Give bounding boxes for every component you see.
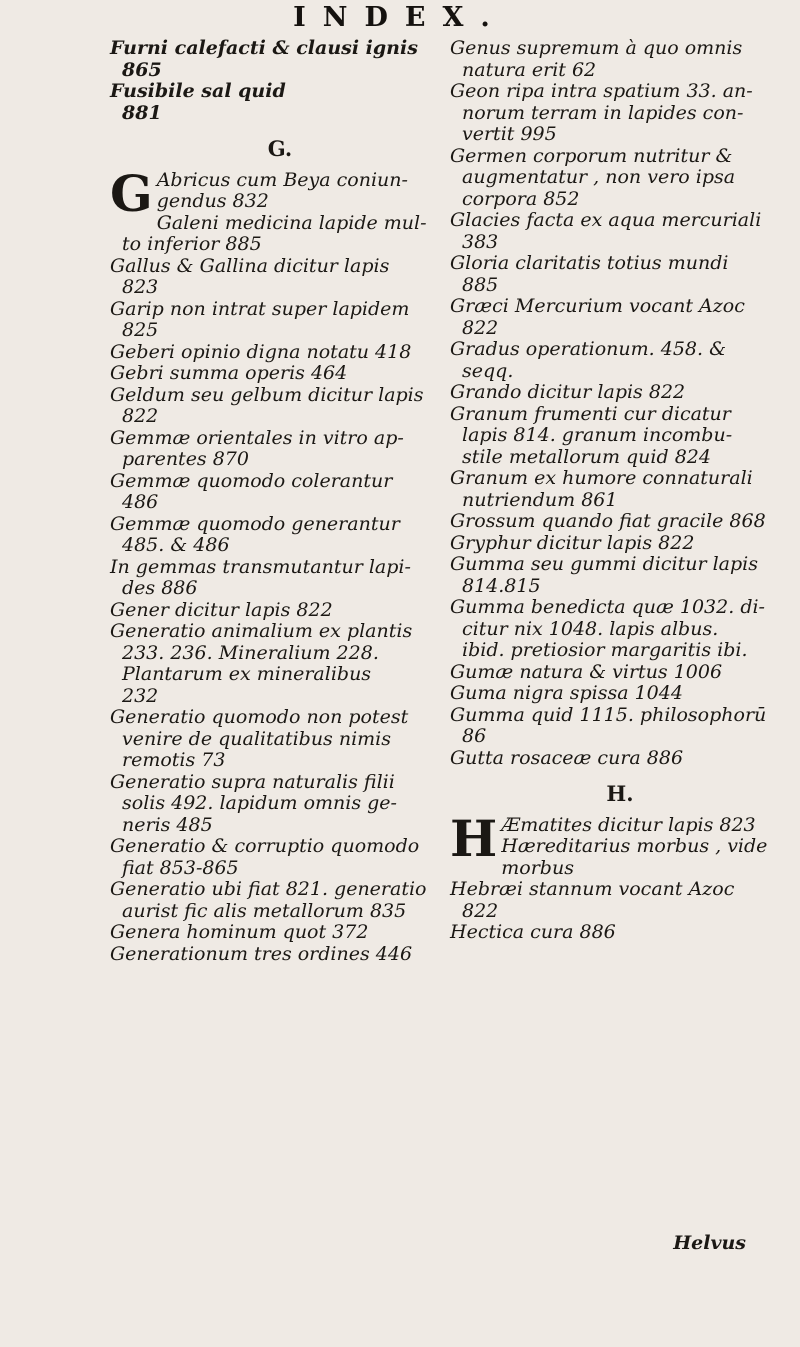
index-entry-line: Furni calefacti & clausi ignis [110,37,418,59]
index-entry-line: Gallus & Gallina dicitur lapis [110,254,390,277]
index-entry-line: Generatio ubi fiat 821. generatio [110,878,427,900]
index-entry-line: nutriendum 861 [462,488,618,511]
index-entry-line: 383 [462,230,499,253]
index-entry [110,299,450,342]
index-entry-line: 825 [122,319,159,341]
index-entry-line: Græci Mercurium vocant Azoc [450,295,745,317]
index-entry-line: Gumma seu gummi dicitur lapis [450,553,758,575]
index-entry-line: Gloria claritatis totius mundi [450,252,729,274]
index-entry [110,944,450,966]
index-entry-line: Gumma quid 1115. philosophorū [450,703,767,726]
index-entry-line: corpora 852 [462,187,580,210]
index-entry [110,471,450,514]
index-entry-line: Geon ripa intra spatium 33. an- [450,80,753,102]
index-entry [450,38,790,81]
index-entry-line: 823 [122,276,159,298]
drop-capital: G [110,163,153,223]
index-entry [450,748,790,770]
index-entry-line: 485. & 486 [122,534,230,556]
index-entry-line: norum terram in lapides con- [462,101,744,124]
index-entry-line: Gebri summa operis 464 [110,362,348,384]
index-entry-line: natura erit 62 [462,58,597,81]
running-head: INDEX. [293,2,507,33]
index-entry [110,81,450,124]
index-entry-line: Plantarum ex mineralibus [122,663,372,685]
index-entry-line: 822 [462,899,499,922]
catchword: Helvus [673,1232,746,1254]
index-entry-line: Grossum quando fiat gracile 868 [450,510,766,532]
index-entry-line: augmentatur , non vero ipsa [462,166,736,188]
right-column [450,38,790,944]
index-entry [110,213,450,256]
index-entry-line: parentes 870 [122,448,249,470]
index-entry-line: 86 [462,725,487,747]
index-entry-line: Genera hominum quot 372 [110,921,369,943]
index-entry [450,468,790,511]
index-entry-line: Germen corporum nutritur & [450,144,733,167]
index-entry [450,339,790,382]
index-entry-line: Fusibile sal quid [110,80,286,102]
index-entry-line: Gemmæ quomodo colerantur [110,469,393,492]
index-entry [450,146,790,211]
index-entry [110,514,450,557]
index-entry-line: 881 [122,101,162,124]
index-entry [450,808,790,880]
index-entry-line: Genus supremum à quo omnis [450,37,743,59]
index-entry [110,557,450,600]
index-entry-line: ibid. pretiosior margaritis ibi. [462,639,748,661]
index-entry-line: Glacies facta ex aqua mercuriali [450,209,762,231]
index-entry [450,404,790,469]
index-entry-line: Garip non intrat super lapidem [110,297,410,320]
index-entry [110,772,450,837]
letter-heading-h: H. [606,781,634,806]
index-entry [450,210,790,253]
index-entry [110,879,450,922]
index-entry-line: Gemmæ orientales in vitro ap- [110,426,404,449]
index-entry-line: Grando dicitur lapis 822 [450,381,686,403]
index-entry-line: Gumæ natura & virtus 1006 [450,660,723,683]
index-entry-line: citur nix 1048. lapis albus. [462,617,719,640]
index-entry-line: Granum frumenti cur dicatur [450,402,731,425]
index-entry-line: 232 [122,684,159,707]
index-entry [450,554,790,597]
index-entry-line: In gemmas transmutantur lapi- [110,555,411,578]
index-entry [450,683,790,705]
index-entry [110,836,450,879]
index-entry [110,256,450,299]
index-entry-line: Gutta rosaceæ cura 886 [450,746,684,769]
index-entry-line: Granum ex humore connaturali [450,467,753,489]
index-entry [110,621,450,707]
index-entry-line: Generatio supra naturalis filii [110,770,395,793]
index-entry-line: Galeni medicina lapide mul- [156,211,427,234]
index-entry-line: lapis 814. granum incombu- [462,424,733,446]
index-entry-line: Generationum tres ordines 446 [110,942,413,965]
index-entry-line: vertit 995 [462,123,557,145]
index-entry-line: Generatio quomodo non potest [110,706,409,728]
left-column [110,38,450,965]
index-entry [110,600,450,622]
index-entry-line: 822 [122,405,159,427]
index-entry-line: 822 [462,316,499,339]
index-entry-line: 814.815 [462,574,541,597]
index-entry-line: venire de qualitatibus nimis [122,727,392,750]
index-entry [450,597,790,662]
index-entry [450,705,790,748]
index-entry-line: to inferior 885 [122,233,262,255]
index-entry [450,253,790,296]
index-entry-line: Geberi opinio digna notatu 418 [110,340,412,363]
index-entry-line: seqq. [462,359,514,382]
index-entry [110,363,450,385]
index-entry-line: morbus [501,856,574,879]
index-entry-line: fiat 853-865 [122,856,239,879]
index-entry-line: remotis 73 [122,749,226,771]
index-entry-line: Gener dicitur lapis 822 [110,598,333,621]
index-entry [450,511,790,533]
index-entry-line: Geldum seu gelbum dicitur lapis [110,383,424,406]
index-entry-line: Æmatites dicitur lapis 823 [501,813,756,836]
index-entry [110,428,450,471]
index-entry-line: Gemmæ quomodo generantur [110,512,400,535]
index-entry-line: Guma nigra spissa 1044 [450,682,683,704]
index-entry-line: 865 [122,58,162,81]
letter-heading-g: G. [267,136,293,161]
index-entry-line: gendus 832 [156,190,269,212]
index-entry-line: Gumma benedicta quæ 1032. di- [450,596,765,618]
index-entry-line: Generatio & corruptio quomodo [110,835,420,857]
index-entry [110,38,450,81]
index-entry [450,81,790,146]
index-entry-line: Abricus cum Beya coniun- [156,168,408,191]
index-entry-line: Hectica cura 886 [450,921,616,943]
index-entry-line: Gryphur dicitur lapis 822 [450,531,695,554]
index-entry-line: stile metallorum quid 824 [462,445,711,468]
index-entry [450,533,790,555]
index-entry [450,296,790,339]
index-entry-line: 233. 236. Mineralium 228. [122,641,379,664]
index-entry-line: Hebræi stannum vocant Azoc [450,878,735,900]
index-entry-line: 486 [122,491,159,513]
index-entry-line: neris 485 [122,813,213,836]
index-entry-line: 885 [462,273,499,296]
index-entry [450,382,790,404]
index-entry-line: aurist fic alis metallorum 835 [122,899,407,922]
index-entry-line: Gradus operationum. 458. & [450,338,727,360]
index-entry [450,922,790,944]
drop-capital: H [450,808,498,868]
index-entry [110,922,450,944]
index-entry [110,385,450,428]
index-entry [110,707,450,772]
index-entry [450,662,790,684]
index-entry-line: Hæreditarius morbus , vide [501,835,768,857]
index-entry [110,342,450,364]
index-entry [450,879,790,922]
index-entry-line: des 886 [122,577,198,599]
index-entry-line: solis 492. lapidum omnis ge- [122,792,397,814]
index-entry-line: Generatio animalium ex plantis [110,620,413,642]
